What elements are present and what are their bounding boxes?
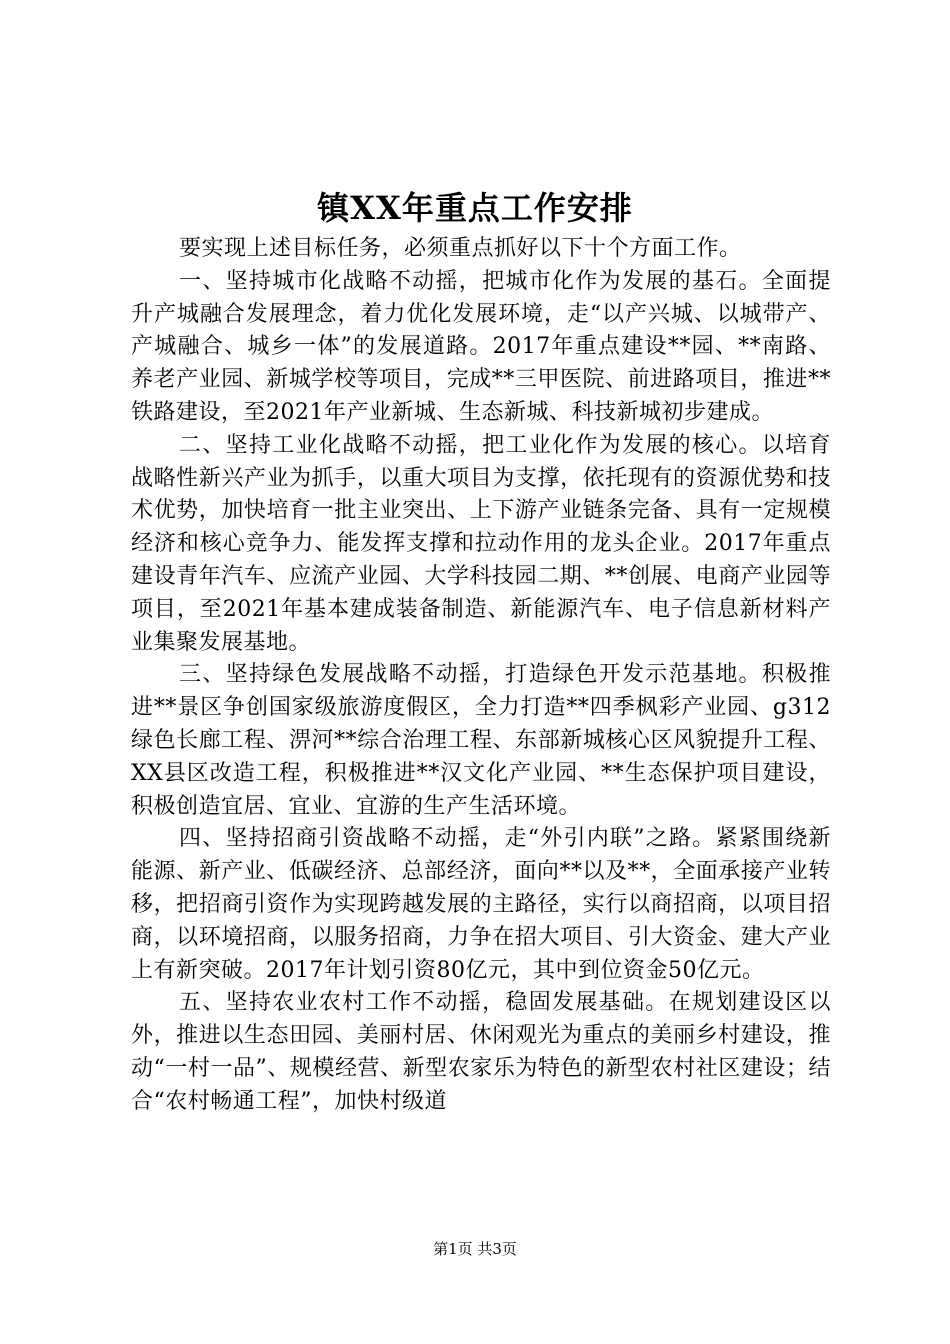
paragraph-urbanization: 一、坚持城市化战略不动摇，把城市化作为发展的基石。全面提升产城融合发展理念，着力优化发展环境，走“以产兴城、以城带产、产城融合、城乡一体”的发展道路。2017年重点建设**园、**南路、养老产业园、新城学校等项目，完成**三甲医院、前进路项目，推进**铁路建设，至2021年产业新城、生态新城、科技新城初步建成。 — [131, 268, 831, 425]
paragraph-industrialization: 二、坚持工业化战略不动摇，把工业化作为发展的核心。以培育战略性新兴产业为抓手，以重大项目为支撑，依托现有的资源优势和技术优势，加快培育一批主业突出、上下游产业链条完备、具有一定规模经济和核心竞争力、能发挥支撑和拉动作用的龙头企业。2017年重点建设青年汽车、应流产业园、大学科技园二期、**创展、电商产业园等项目，至2021年基本建成装备制造、新能源汽车、电子信息新材料产业集聚发展基地。 — [131, 432, 831, 655]
document-body — [131, 233, 831, 1119]
paragraph-agriculture: 五、坚持农业农村工作不动摇，稳固发展基础。在规划建设区以外，推进以生态田园、美丽村居、休闲观光为重点的美丽乡村建设，推动“一村一品”、规模经营、新型农家乐为特色的新型农村社区建设；结合“农村畅通工程”，加快村级道 — [131, 990, 831, 1114]
paragraph-investment: 四、坚持招商引资战略不动摇，走“外引内联”之路。紧紧围绕新能源、新产业、低碳经济、总部经济，面向**以及**，全面承接产业转移，把招商引资作为实现跨越发展的主路径，实行以商招商，以项目招商，以环境招商，以服务招商，力争在招大项目、引大资金、建大产业上有新突破。2017年计划引资80亿元，其中到位资金50亿元。 — [131, 826, 831, 983]
paragraph-intro: 要实现上述目标任务，必须重点抓好以下十个方面工作。 — [179, 236, 742, 261]
paragraph-green-development: 三、坚持绿色发展战略不动摇，打造绿色开发示范基地。积极推进**景区争创国家级旅游度假区，全力打造**四季枫彩产业园、g312绿色长廊工程、淠河**综合治理工程、东部新城核心区风貌提升工程、XX县区改造工程，积极推进**汉文化产业园、**生态保护项目建设，积极创造宜居、宜业、宜游的生产生活环境。 — [131, 662, 831, 819]
page-footer: 第1页 共3页 — [433, 1240, 517, 1258]
document-title: 镇XX年重点工作安排 — [317, 189, 633, 227]
